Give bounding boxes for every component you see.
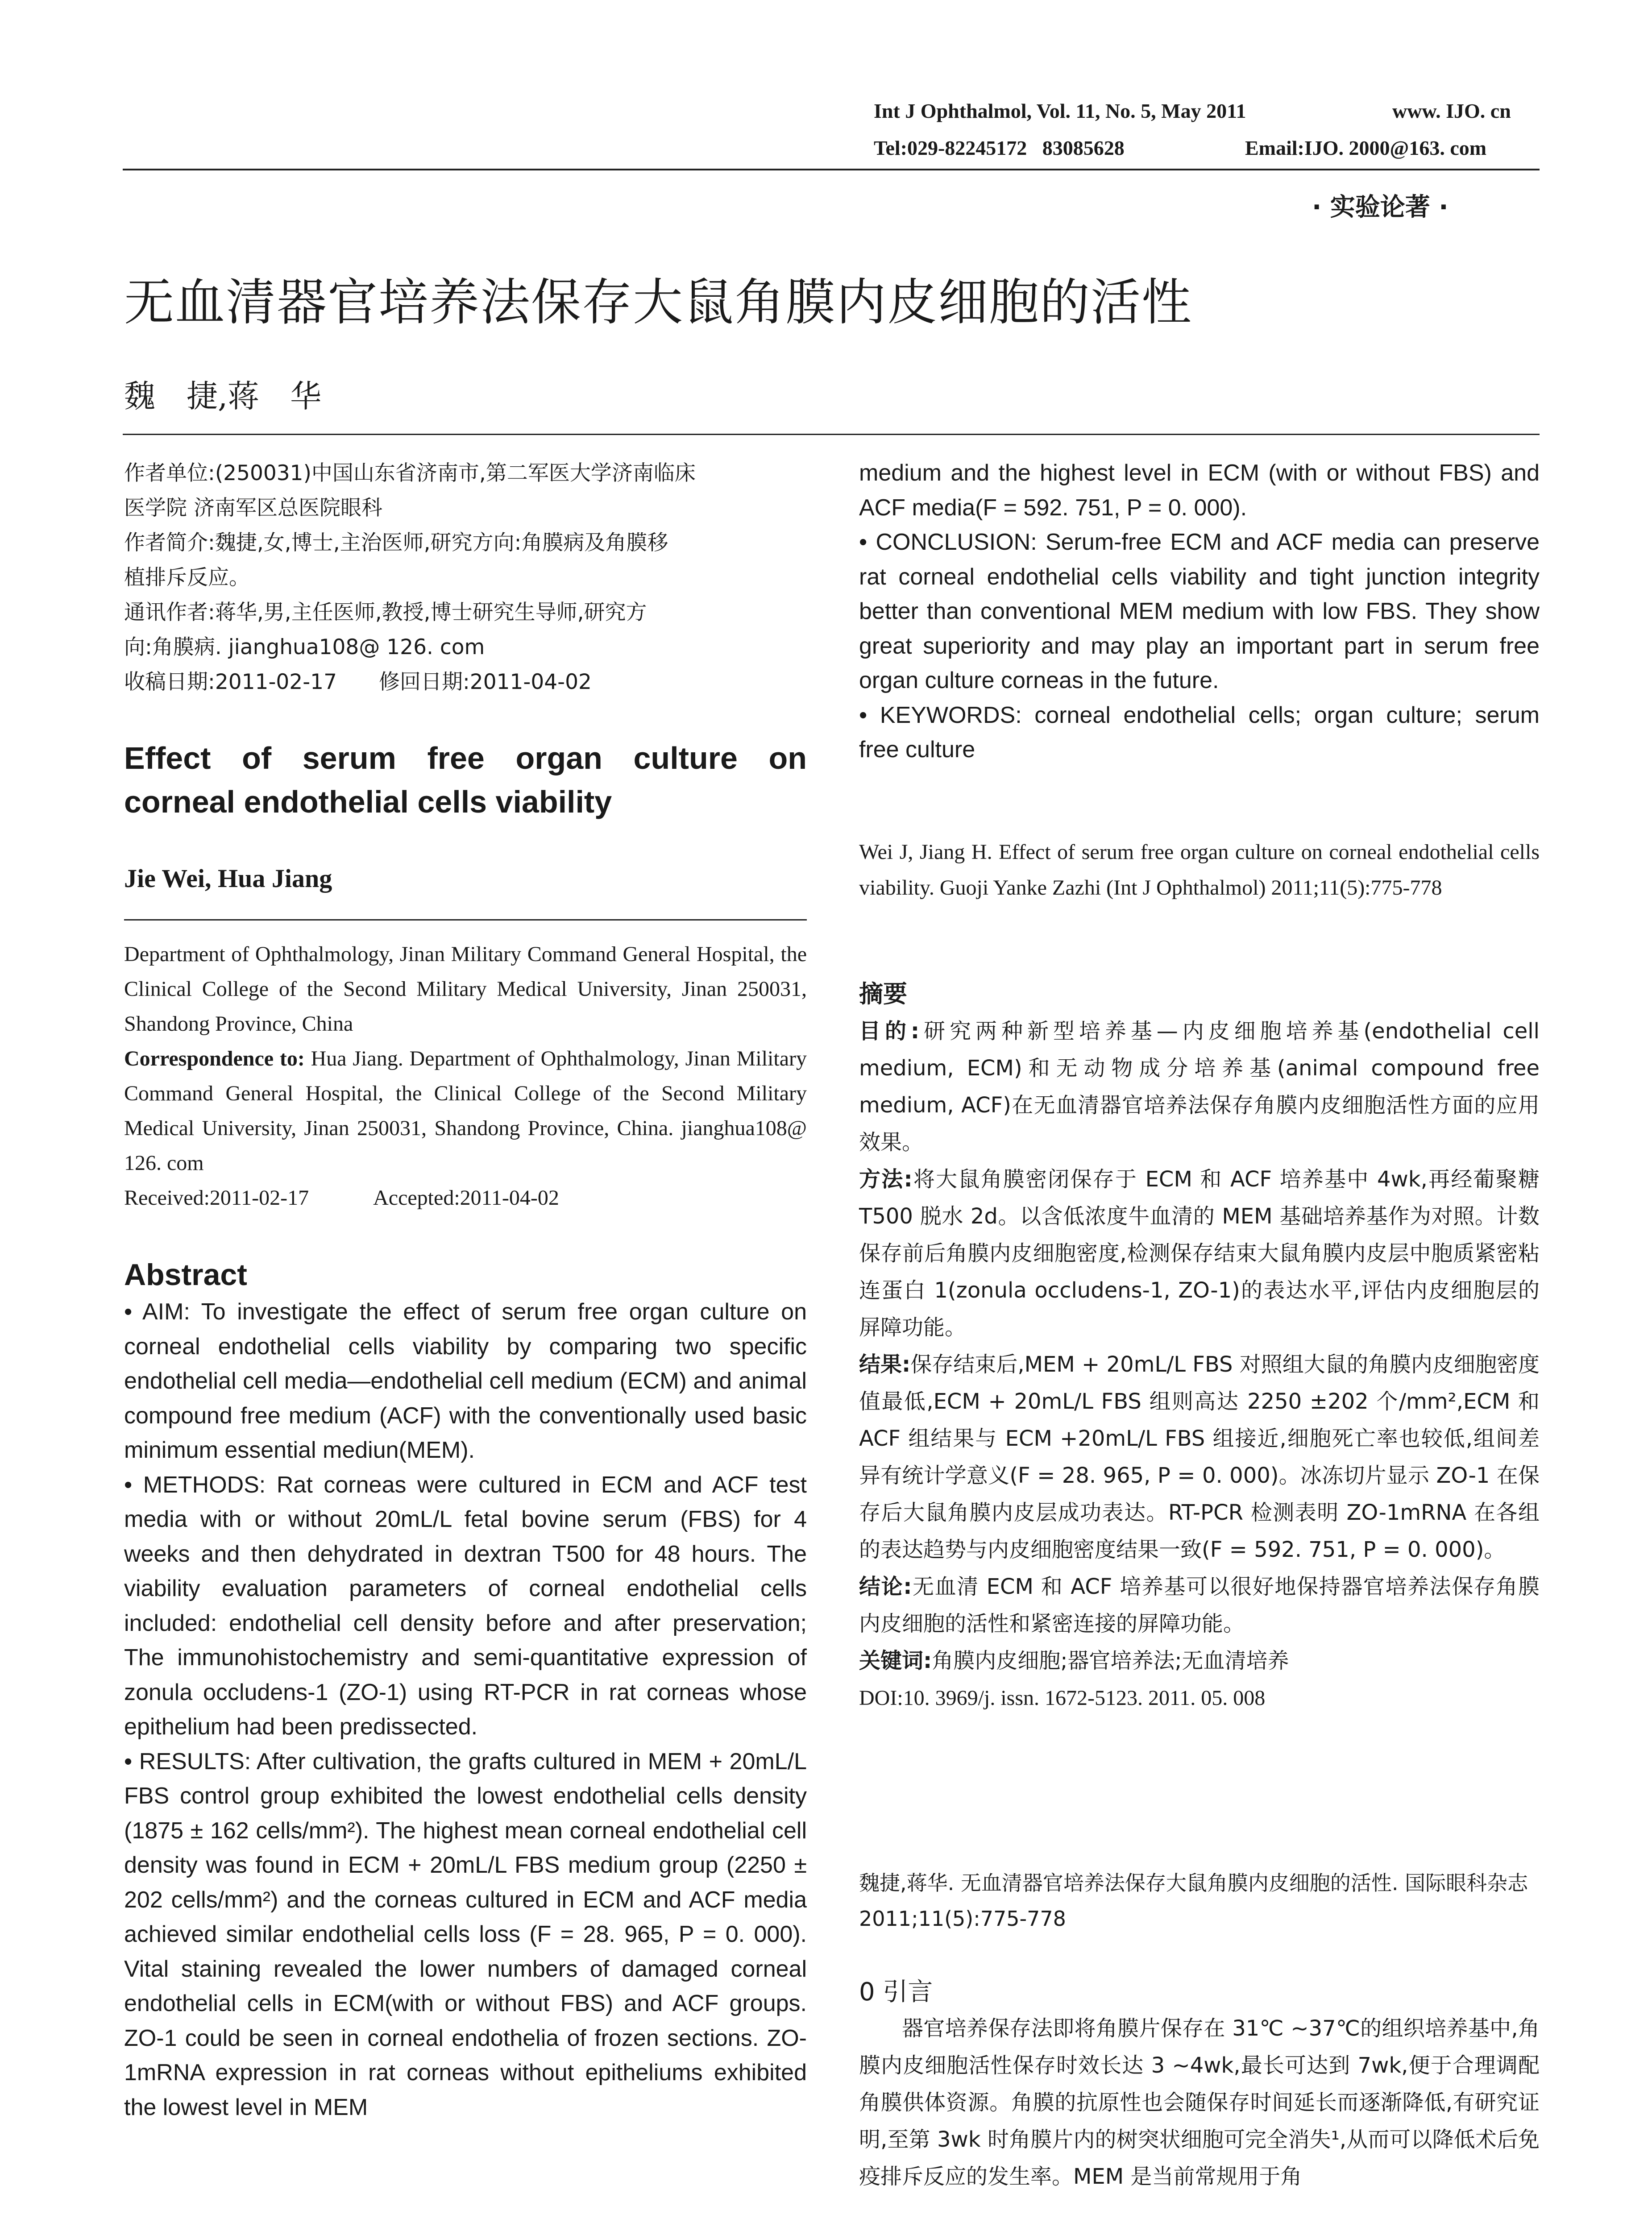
info-line: 向:角膜病. jianghua108@ 126. com bbox=[124, 635, 485, 659]
keywords-text: corneal endothelial cells; organ culture; serum free culture bbox=[859, 702, 1540, 763]
cn-keywords-label: 关键词: bbox=[859, 1648, 932, 1673]
abstract-keywords bbox=[859, 698, 1540, 767]
title-rule bbox=[123, 434, 1540, 435]
abstract-results-cont bbox=[859, 456, 1540, 525]
title-en-line: Effect of serum free organ culture on bbox=[124, 741, 807, 775]
cn-conclusion bbox=[859, 1568, 1540, 1642]
abstract-methods bbox=[124, 1468, 807, 1745]
info-line: 作者单位:(250031)中国山东省济南市,第二军医大学济南临床 bbox=[124, 461, 696, 485]
header-rule bbox=[123, 169, 1540, 170]
cn-keywords bbox=[859, 1642, 1540, 1679]
cn-results bbox=[859, 1346, 1540, 1568]
title-cn: 无血清器官培养法保存大鼠角膜内皮细胞的活性 bbox=[124, 274, 1192, 332]
keywords-label: • KEYWORDS: bbox=[859, 702, 1022, 728]
methods-label: • METHODS: bbox=[124, 1472, 266, 1498]
cn-objective-label: 目的: bbox=[859, 1019, 920, 1044]
title-en-line: corneal endothelial cells viability bbox=[124, 784, 612, 819]
info-line: 植排斥反应。 bbox=[124, 565, 250, 590]
cn-objective-text: 研究两种新型培养基—内皮细胞培养基(endothelial cell medium, ECM)和无动物成分培养基(animal compound free medium, ACF)在无血清器官培养法保存角膜内皮细胞活性方面的应用效果。 bbox=[859, 1019, 1540, 1155]
department-text: Department of Ophthalmology, Jinan Military Command General Hospital, the Clinical College of the Second Military Medical University, Jinan 250031, Shandong Province, China bbox=[124, 942, 807, 1036]
authors-rule bbox=[124, 919, 807, 921]
abstract-left bbox=[124, 1295, 807, 2125]
cn-abstract-heading: 摘要 bbox=[859, 980, 907, 1008]
abstract-aim bbox=[124, 1295, 807, 1468]
author-info-block bbox=[124, 456, 807, 700]
cn-keywords-text: 角膜内皮细胞;器官培养法;无血清培养 bbox=[932, 1648, 1289, 1673]
title-en bbox=[124, 736, 807, 824]
intro-text: 器官培养保存法即将角膜片保存在 31℃ ~37℃的组织培养基中,角膜内皮细胞活性保存时效长达 3 ~4wk,最长可达到 7wk,便于合理调配角膜供体资源。角膜的抗原性也会随保存时间延长而逐渐降低,有研究证明,至第 3wk 时角膜片内的树突状细胞可完全消失¹,从而可以降低术后免疫排斥反应的发生率。MEM 是当前常规用于角 bbox=[859, 2016, 1540, 2189]
correspondence-label: Correspondence to: bbox=[124, 1047, 305, 1070]
cn-conclusion-text: 无血清 ECM 和 ACF 培养基可以很好地保持器官培养法保存角膜内皮细胞的活性和紧密连接的屏障功能。 bbox=[859, 1574, 1540, 1636]
cn-doi: DOI:10. 3969/j. issn. 1672-5123. 2011. 05. 008 bbox=[859, 1686, 1266, 1710]
tel-line: Tel:029-82245172 83085628 bbox=[874, 137, 1125, 159]
cn-methods-text: 将大鼠角膜密闭保存于 ECM 和 ACF 培养基中 4wk,再经葡聚糖 T500 脱水 2d。以含低浓度牛血清的 MEM 基础培养基作为对照。计数保存前后角膜内皮细胞密度,检测保存结束大鼠角膜内皮层中胞质紧密粘连蛋白 1(zonula occludens-1, ZO-1)的表达水平,评估内皮细胞层的屏障功能。 bbox=[859, 1167, 1540, 1340]
abstract-heading: Abstract bbox=[124, 1258, 247, 1292]
authors-cn: 魏 捷,蒋 华 bbox=[124, 378, 322, 415]
info-line: 作者简介:魏捷,女,博士,主治医师,研究方向:角膜病及角膜移 bbox=[124, 531, 668, 555]
correspondence-text: Hua Jiang. Department of Ophthalmology, Jinan Military Command General Hospital, the Clinical College of the Second Military Medical University, Jinan 250031, Shandong Province, China. jianghua108@ 126. com bbox=[124, 1047, 807, 1175]
citation-cn: 魏捷,蒋华. 无血清器官培养法保存大鼠角膜内皮细胞的活性. 国际眼科杂志 2011;11(5):775-778 bbox=[859, 1871, 1528, 1931]
journal-website: www. IJO. cn bbox=[1392, 100, 1511, 122]
info-line: 医学院 济南军区总医院眼科 bbox=[124, 496, 382, 520]
email-line: Email:IJO. 2000@163. com bbox=[1245, 137, 1487, 159]
correspondence bbox=[124, 1041, 807, 1181]
cn-methods-label: 方法: bbox=[859, 1167, 913, 1192]
abstract-results bbox=[124, 1745, 807, 2125]
aim-text: To investigate the effect of serum free organ culture on corneal endothelial cells viability by comparing two specific endothelial cell media—endothelial cell medium (ECM) and animal compound free medium (ACF) with the conventionally used basic minimum essential mediun(MEM). bbox=[124, 1299, 807, 1463]
cn-results-label: 结果: bbox=[859, 1352, 911, 1377]
cn-methods bbox=[859, 1161, 1540, 1346]
received-line: Received:2011-02-17 Accepted:2011-04-02 bbox=[124, 1186, 559, 1210]
intro-heading: 0 引言 bbox=[859, 1978, 933, 2007]
conclusion-text: Serum-free ECM and ACF media can preserve rat corneal endothelial cells viability and tight junction integrity better than conventional MEM medium with low FBS. They show great superiority and may play an important part in serum free organ culture corneas in the future. bbox=[859, 529, 1540, 693]
info-line: 收稿日期:2011-02-17 修回日期:2011-04-02 bbox=[124, 670, 592, 694]
info-line: 通讯作者:蒋华,男,主任医师,教授,博士研究生导师,研究方 bbox=[124, 600, 647, 625]
results-text: After cultivation, the grafts cultured in MEM + 20mL/L FBS control group exhibited the lowest endothelial cells density (1875 ± 162 cells/mm²). The highest mean corneal endothelial cell density was found in ECM + 20mL/L FBS medium group (2250 ± 202 cells/mm²) and the corneas cultured in ECM and ACF media achieved similar endothelial cells loss (F = 28. 965, P = 0. 000). Vital staining revealed the lower numbers of damaged corneal endothelial cells in ECM(with or without FBS) and ACF groups. ZO-1 could be seen in corneal endothelia of frozen sections. ZO-1mRNA expression in rat corneas without epitheliums exhibited the lowest level in MEM bbox=[124, 1748, 807, 2120]
cn-abstract bbox=[859, 1013, 1540, 1717]
cn-objective bbox=[859, 1013, 1540, 1161]
department-block bbox=[124, 937, 807, 1215]
abstract-right bbox=[859, 456, 1540, 767]
aim-label: • AIM: bbox=[124, 1299, 190, 1325]
conclusion-label: • CONCLUSION: bbox=[859, 529, 1037, 555]
authors-en: Jie Wei, Hua Jiang bbox=[124, 864, 332, 893]
methods-text: Rat corneas were cultured in ECM and ACF test media with or without 20mL/L fetal bovine serum (FBS) for 4 weeks and then dehydrated in dextran T500 for 48 hours. The viability evaluation parameters of corneal endothelial cells included: endothelial cell density before and after preservation; The immunohistochemistry and semi-quantitative expression of zonula occludens-1 (ZO-1) using RT-PCR in rat corneas whose epithelium had been predissected. bbox=[124, 1472, 807, 1740]
journal-line: Int J Ophthalmol, Vol. 11, No. 5, May 2011 bbox=[874, 100, 1246, 122]
citation-en: Wei J, Jiang H. Effect of serum free organ culture on corneal endothelial cells viability. Guoji Yanke Zazhi (Int J Ophthalmol) 2011;11(5):775-778 bbox=[859, 840, 1540, 900]
abstract-conclusion bbox=[859, 525, 1540, 698]
section-label: · 实验论著 · bbox=[1312, 193, 1449, 222]
cn-results-text: 保存结束后,MEM + 20mL/L FBS 对照组大鼠的角膜内皮细胞密度值最低,ECM + 20mL/L FBS 组则高达 2250 ±202 个/mm²,ECM 和 ACF 组结果与 ECM +20mL/L FBS 组接近,细胞死亡率也较低,组间差异有统计学意义(F = 28. 965, P = 0. 000)。冰冻切片显示 ZO-1 在保存后大鼠角膜内皮层成功表达。RT-PCR 检测表明 ZO-1mRNA 在各组的表达趋势与内皮细胞密度结果一致(F = 592. 751, P = 0. 000)。 bbox=[859, 1352, 1540, 1562]
results-label: • RESULTS: bbox=[124, 1748, 251, 1775]
cn-conclusion-label: 结论: bbox=[859, 1574, 912, 1599]
results-cont-text: medium and the highest level in ECM (with or without FBS) and ACF media(F = 592. 751, P = 0. 000). bbox=[859, 460, 1540, 521]
